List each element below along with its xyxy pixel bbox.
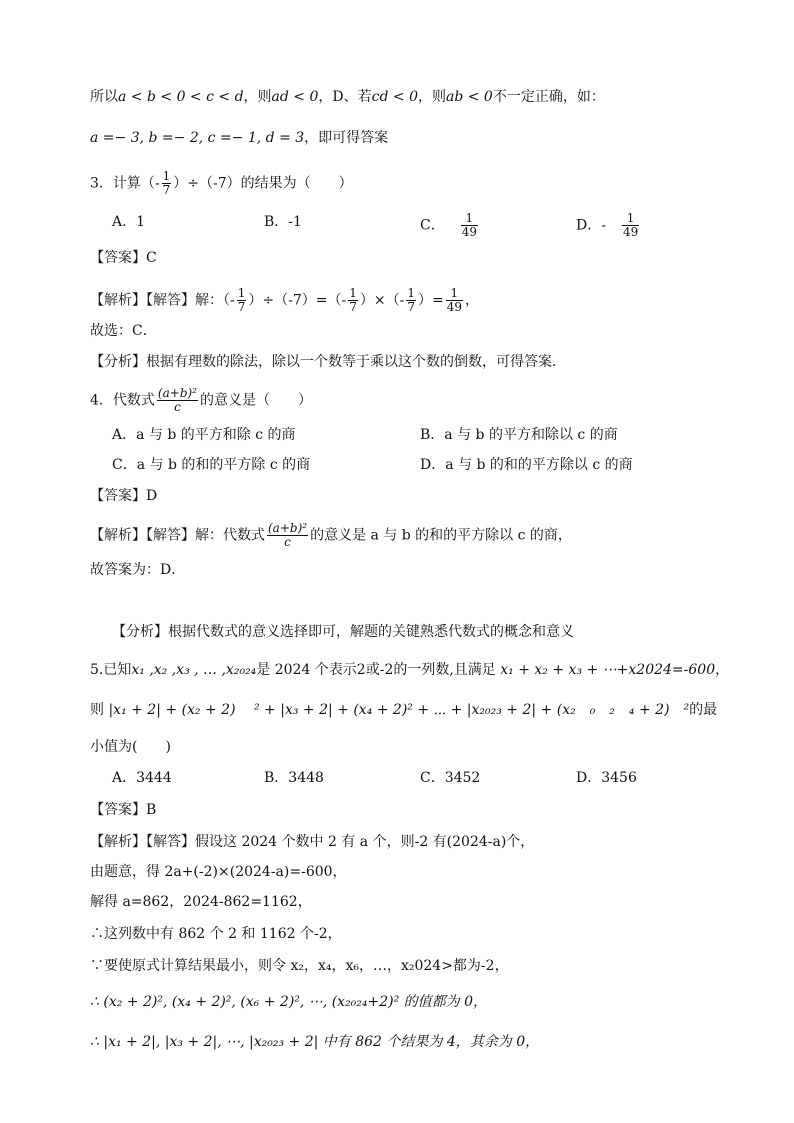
q5-solution-line: ∴ (x₂ + 2)², (x₄ + 2)², (x₆ + 2)², ⋯, (x₂₀₂₄+2)² 的值都为 0， <box>90 994 488 1010</box>
q5-option-d: D．3456 <box>576 770 637 786</box>
q4-option-d: D．a 与 b 的和的平方除以 c 的商 <box>420 457 633 473</box>
prev-line-1 <box>90 87 605 107</box>
q4-option-a: A．a 与 b 的平方和除 c 的商 <box>112 427 296 443</box>
text: ，则 <box>243 89 272 105</box>
prev-line-2 <box>90 128 388 148</box>
text: ，D、若 <box>318 89 372 105</box>
q5-solution-line: 由题意，得 2a+(-2)×(2024-a)=-600， <box>90 864 347 880</box>
q5-stem-3: 小值为( ) <box>90 739 171 755</box>
q3-analysis: 【解析】【解答】解：（- $\frac{1}{7}$ ）÷（-7）=（- $\frac{1}{7}$ ）×（- $\frac{1}{7}$ ）= $\frac{1}{49}$ ， <box>90 286 479 314</box>
math: a =− 3, b =− 2, c =− 1, d = 3 <box>90 130 305 146</box>
q4-option-c: C．a 与 b 的和的平方除 c 的商 <box>112 457 311 473</box>
q5-stem-1: 5.已知x₁ ,x₂ ,x₃ , … ,x₂₀₂₄是 2024 个表示2或-2的一列数,且满足 x₁ + x₂ + x₃ + ⋯+x2024=-600， <box>90 662 730 678</box>
fraction: $\frac{1}{49}$ <box>446 286 462 314</box>
q5-option-a: A．3444 <box>112 770 172 786</box>
q5-solution-line: ∴ |x₁ + 2|, |x₃ + 2|, ⋯, |x₂₀₂₃ + 2| 中有 862 个结果为 4，其余为 0， <box>90 1034 540 1050</box>
q5-solution-line: ∴这列数中有 862 个 2 和 1162 个-2， <box>90 926 342 942</box>
q3-option-b: B．-1 <box>264 214 302 230</box>
fraction: $\frac{1}{49}$ <box>461 211 477 239</box>
text: ，则 <box>417 89 446 105</box>
text: ）÷（-7）的结果为（ ） <box>173 175 353 192</box>
q5-option-c: C．3452 <box>420 770 481 786</box>
q3-option-a: A．1 <box>112 214 146 230</box>
math: ad < 0 <box>271 89 319 105</box>
q3-stem <box>90 170 353 197</box>
fraction: $\frac{1}{7}$ <box>162 169 171 197</box>
q5-answer: 【答案】B <box>90 802 157 818</box>
q3-answer: 【答案】C <box>90 250 157 266</box>
q3-choose: 故选：C． <box>90 323 157 339</box>
q4-analysis: 【解析】【解答】解：代数式 $\frac{\text{(a+b)²}}{c}$ 的意义是 a 与 b 的和的平方除以 c 的商， <box>90 521 572 549</box>
text: 不一定正确，如： <box>492 89 605 105</box>
fraction: $\frac{1}{7}$ <box>349 286 357 314</box>
q5-option-b: B．3448 <box>264 770 324 786</box>
math: ab < 0 <box>445 89 493 105</box>
q4-choose: 故答案为：D． <box>90 562 186 578</box>
q5-solution-line: ∵要使原式计算结果最小，则令 x₂，x₄，x₆，…，x₂024>都为-2， <box>90 958 509 974</box>
fraction: $\frac{1}{49}$ <box>622 211 639 239</box>
q4-stem: 4．代数式 $\frac{\text{(a+b)²}}{c}$ 的意义是（ ） <box>90 386 312 414</box>
q4-answer: 【答案】D <box>90 488 158 504</box>
fraction: $\frac{1}{7}$ <box>237 286 246 314</box>
math: cd < 0 <box>371 89 418 105</box>
text: ，即可得答案 <box>304 130 389 146</box>
q3-option-d: D．- $\frac{1}{49}$ <box>576 211 639 239</box>
fraction: $\frac{\text{(a+b)²}}{c}$ <box>268 521 308 549</box>
q4-option-b: B．a 与 b 的平方和除以 c 的商 <box>420 427 618 443</box>
text: 3．计算（- <box>90 175 160 192</box>
math: a < b < 0 < c < d <box>118 89 244 105</box>
fraction: $\frac{\text{(a+b)²}}{c}$ <box>157 386 197 414</box>
q4-note: 【分析】根据代数式的意义选择即可，解题的关键熟悉代数式的概念和意义 <box>112 624 574 640</box>
text: 所以 <box>90 89 118 105</box>
q5-stem-2: 则 |x₁ + 2| + (x₂ + 2) ² + |x₃ + 2| + (x₄ + 2)² + ⋯ + |x₂₀₂₃ + 2| + (x₂ ₀ ₂ ₄ + 2) ²的最 <box>90 702 718 718</box>
fraction: $\frac{1}{7}$ <box>407 286 415 314</box>
q3-option-c: C． $\frac{1}{49}$ <box>420 211 477 239</box>
q3-note: 【分析】根据有理数的除法，除以一个数等于乘以这个数的倒数，可得答案． <box>90 354 566 370</box>
q5-solution-line: 【解析】【解答】假设这 2024 个数中 2 有 a 个，则-2 有(2024-a)个， <box>90 834 535 850</box>
q5-solution-line: 解得 a=862，2024-862=1162， <box>90 894 312 910</box>
